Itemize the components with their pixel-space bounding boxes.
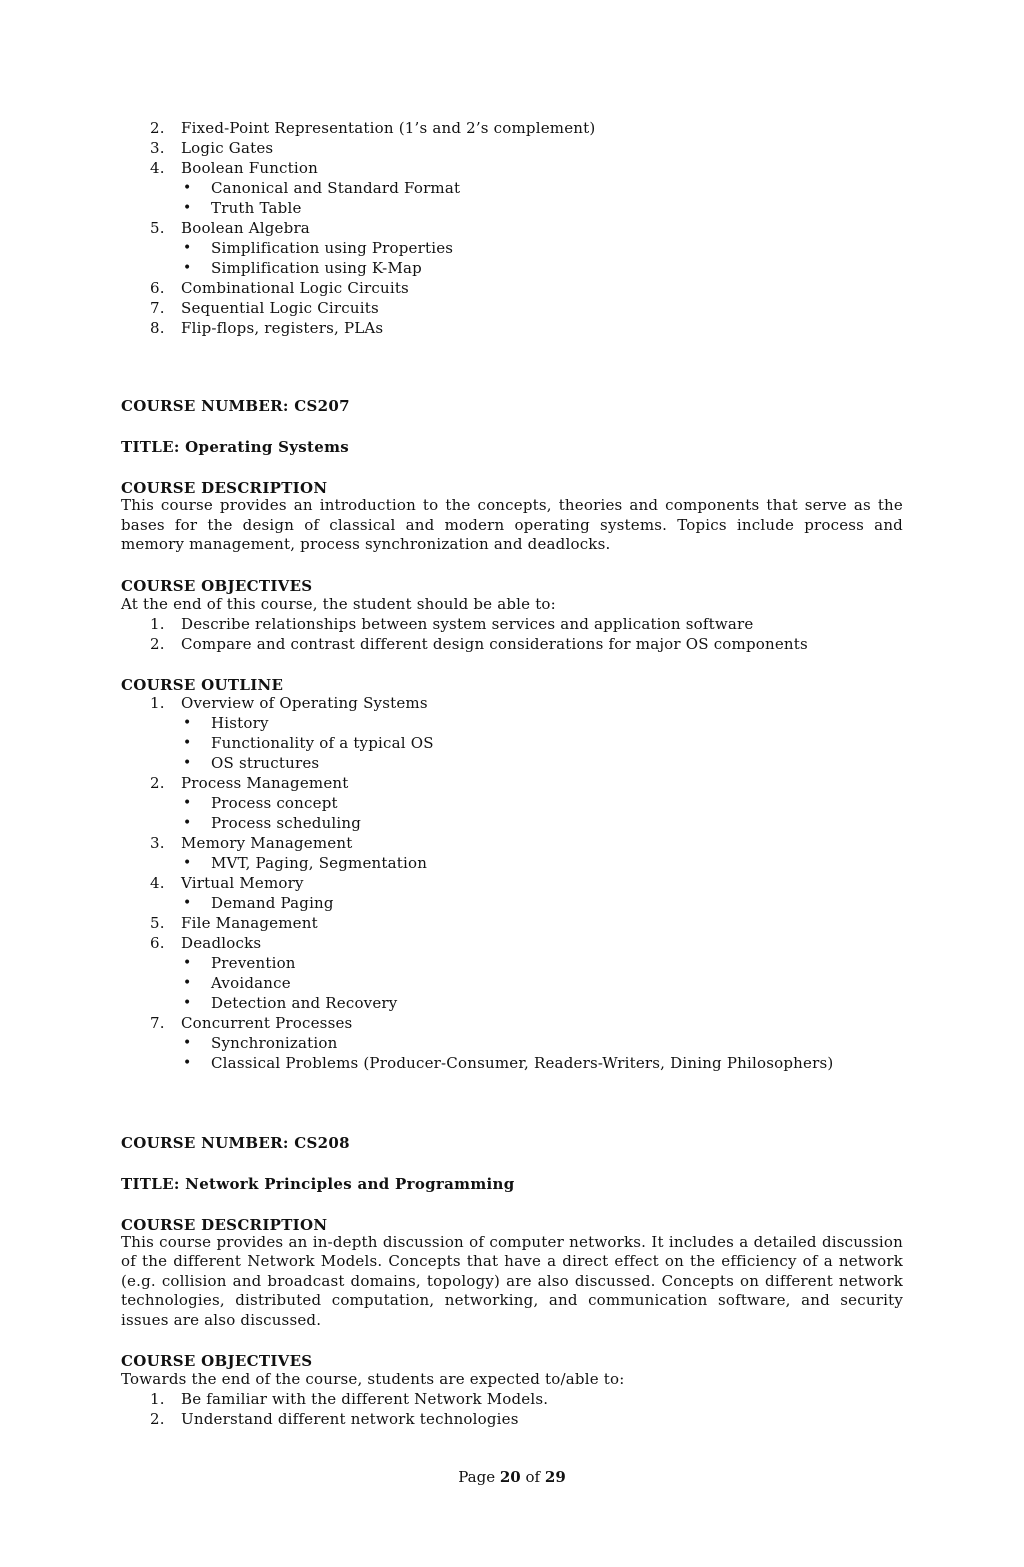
list-item-text: Be familiar with the different Network Models. [181, 1390, 549, 1409]
list-item [121, 138, 903, 158]
bullet-item [121, 178, 903, 198]
outline-list-cs207 [121, 693, 903, 1073]
bullet-item [121, 953, 903, 973]
list-number: 1. [150, 614, 165, 633]
list-item [121, 158, 903, 178]
bullet-item-text: History [211, 713, 269, 732]
of-label: of [525, 1468, 541, 1486]
bullet-item-text: Classical Problems (Producer-Consumer, Readers-Writers, Dining Philosophers) [211, 1053, 834, 1072]
page-footer [0, 1467, 1024, 1487]
bullet-icon: • [183, 714, 192, 731]
list-item [121, 614, 903, 634]
bullet-item [121, 813, 903, 833]
objectives-heading-cs208: COURSE OBJECTIVES [121, 1352, 313, 1371]
list-item [121, 913, 903, 933]
bullet-item [121, 753, 903, 773]
objectives-intro-cs207: At the end of this course, the student should be able to: [121, 594, 556, 613]
bullet-item [121, 973, 903, 993]
list-item-text: Boolean Algebra [181, 219, 310, 237]
bullet-item [121, 198, 903, 218]
list-number: 6. [150, 279, 165, 297]
list-number: 7. [150, 299, 165, 317]
list-item [121, 634, 903, 654]
list-number: 2. [150, 634, 165, 653]
section-gap [121, 338, 903, 396]
list-item [121, 773, 903, 793]
current-page-number: 20 [499, 1468, 521, 1486]
list-number: 4. [150, 873, 165, 892]
list-number: 1. [150, 1390, 165, 1409]
list-item-text: File Management [181, 913, 318, 932]
bullet-icon: • [183, 974, 192, 991]
bullet-item [121, 713, 903, 733]
list-item [121, 278, 903, 298]
list-number: 6. [150, 933, 165, 952]
bullet-icon: • [183, 1054, 192, 1071]
bullet-item-text: Simplification using K-Map [211, 259, 422, 277]
list-item [121, 298, 903, 318]
bullet-item [121, 893, 903, 913]
list-item [121, 693, 903, 713]
list-item-text: Overview of Operating Systems [181, 693, 428, 712]
description-heading-cs208: COURSE DESCRIPTION [121, 1215, 328, 1234]
list-item-text: Describe relationships between system services and application software [181, 614, 754, 633]
bullet-item-text: Simplification using Properties [211, 239, 454, 257]
total-page-number: 29 [544, 1468, 566, 1486]
bullet-item [121, 238, 903, 258]
list-item-text: Fixed-Point Representation (1’s and 2’s complement) [181, 119, 596, 137]
bullet-icon: • [183, 814, 192, 831]
bullet-item-text: Functionality of a typical OS [211, 733, 434, 752]
bullet-icon: • [183, 180, 192, 196]
bullet-icon: • [183, 240, 192, 256]
list-item-text: Deadlocks [181, 933, 262, 952]
bullet-icon: • [183, 200, 192, 216]
bullet-icon: • [183, 1034, 192, 1051]
list-number: 3. [150, 833, 165, 852]
bullet-icon: • [183, 754, 192, 771]
course-number-cs207: COURSE NUMBER: CS207 [121, 397, 350, 415]
list-item [121, 218, 903, 238]
bullet-item [121, 258, 903, 278]
list-number: 5. [150, 913, 165, 932]
list-item-text: Boolean Function [181, 159, 318, 177]
bullet-icon: • [183, 894, 192, 911]
page-content [121, 118, 903, 1429]
description-text-cs208: This course provides an in-depth discussion of computer networks. It includes a detailed discussion of the different Network Models. Concepts that have a direct effect on the efficiency of a network (e.g. collision and broadcast domains, topology) are also discussed. Concepts on different network technologies, distributed computation, networking, and communication software, and security issues are also discussed. [121, 1232, 903, 1329]
objectives-list-cs207 [121, 614, 903, 654]
list-item [121, 833, 903, 853]
list-item [121, 318, 903, 338]
bullet-icon: • [183, 794, 192, 811]
bullet-item [121, 1033, 903, 1053]
bullet-item-text: Process concept [211, 793, 338, 812]
bullet-item-text: Avoidance [211, 973, 291, 992]
bullet-icon: • [183, 994, 192, 1011]
list-number: 8. [150, 319, 165, 337]
bullet-icon: • [183, 260, 192, 276]
bullet-item-text: OS structures [211, 753, 320, 772]
list-item-text: Process Management [181, 773, 349, 792]
list-number: 1. [150, 693, 165, 712]
page-label: Page [458, 1468, 496, 1486]
outline-heading-cs207: COURSE OUTLINE [121, 675, 284, 694]
bullet-item [121, 853, 903, 873]
list-item [121, 873, 903, 893]
bullet-item-text: MVT, Paging, Segmentation [211, 853, 428, 872]
course-title-cs208: TITLE: Network Principles and Programming [121, 1174, 515, 1193]
bullet-icon: • [183, 734, 192, 751]
description-text-cs207: This course provides an introduction to the concepts, theories and components that serve as the bases for the design of classical and modern operating systems. Topics include process and memory management, process synchronization and deadlocks. [121, 496, 903, 553]
list-item [121, 1409, 903, 1429]
bullet-icon: • [183, 954, 192, 971]
bullet-item-text: Detection and Recovery [211, 993, 398, 1012]
list-number: 5. [150, 219, 165, 237]
list-item [121, 933, 903, 953]
list-item-text: Memory Management [181, 833, 353, 852]
objectives-heading-cs207: COURSE OBJECTIVES [121, 576, 313, 595]
continued-topic-list [121, 118, 903, 338]
list-item-text: Virtual Memory [181, 873, 304, 892]
list-number: 2. [150, 1410, 165, 1429]
list-item-text: Logic Gates [181, 139, 274, 157]
list-item-text: Compare and contrast different design considerations for major OS components [181, 634, 808, 653]
objectives-intro-cs208: Towards the end of the course, students are expected to/able to: [121, 1370, 625, 1389]
bullet-item-text: Canonical and Standard Format [211, 179, 461, 197]
bullet-item-text: Demand Paging [211, 893, 334, 912]
bullet-item-text: Synchronization [211, 1033, 338, 1052]
list-item-text: Concurrent Processes [181, 1013, 353, 1032]
description-heading-cs207: COURSE DESCRIPTION [121, 479, 328, 497]
bullet-item [121, 1053, 903, 1073]
list-item-text: Flip-flops, registers, PLAs [181, 319, 384, 337]
bullet-item-text: Prevention [211, 953, 296, 972]
bullet-item-text: Truth Table [211, 199, 302, 217]
list-number: 4. [150, 159, 165, 177]
bullet-item [121, 733, 903, 753]
bullet-item [121, 993, 903, 1013]
course-title-cs207: TITLE: Operating Systems [121, 438, 350, 456]
list-number: 7. [150, 1013, 165, 1032]
objectives-list-cs208 [121, 1389, 903, 1429]
list-item [121, 1389, 903, 1409]
list-item-text: Sequential Logic Circuits [181, 299, 379, 317]
list-item [121, 1013, 903, 1033]
list-item [121, 118, 903, 138]
bullet-item-text: Process scheduling [211, 813, 362, 832]
list-number: 3. [150, 139, 165, 157]
list-item-text: Combinational Logic Circuits [181, 279, 409, 297]
bullet-icon: • [183, 854, 192, 871]
list-number: 2. [150, 773, 165, 792]
bullet-item [121, 793, 903, 813]
course-number-cs208: COURSE NUMBER: CS208 [121, 1133, 350, 1152]
list-item-text: Understand different network technologies [181, 1410, 519, 1429]
list-number: 2. [150, 119, 165, 137]
